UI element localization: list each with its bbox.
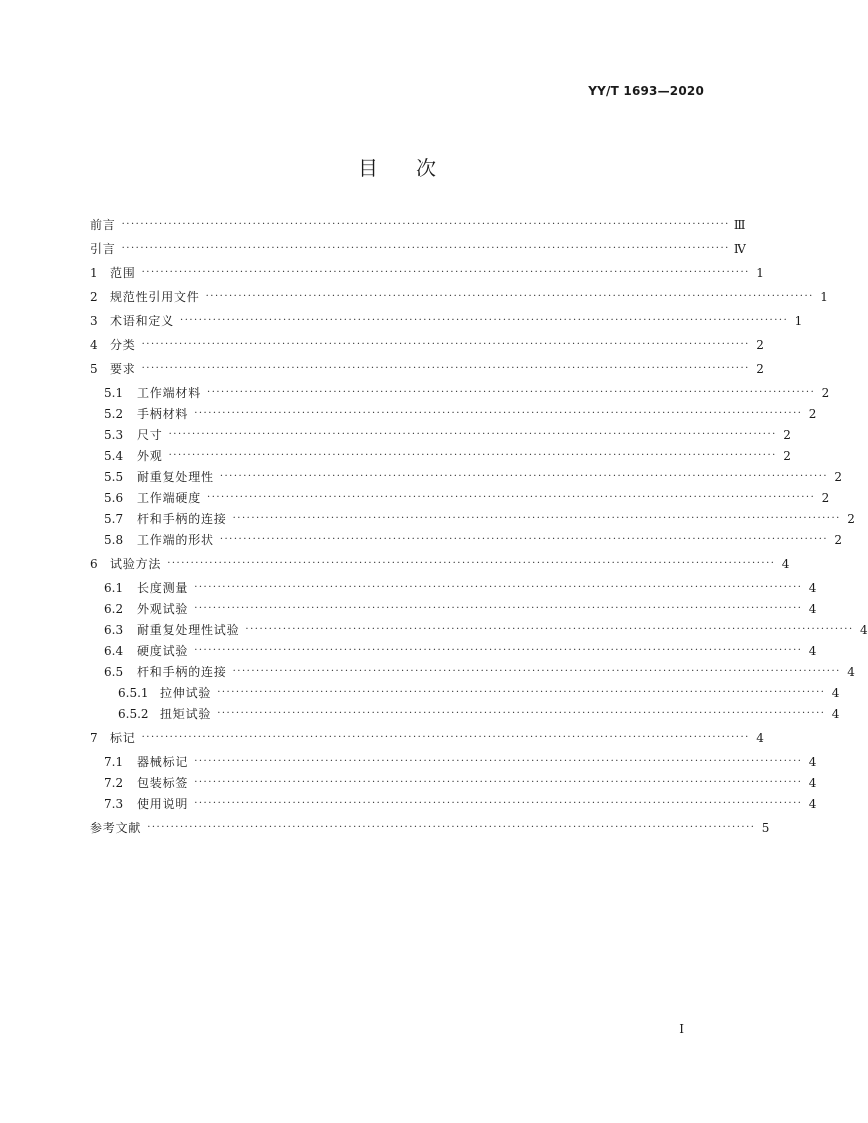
toc-entry-number: 1 [90, 266, 98, 280]
page-number: I [679, 1022, 684, 1036]
toc-entry-page: 1 [756, 266, 764, 280]
toc-entry[interactable] [90, 755, 817, 769]
toc-entry-label: 工作端的形状 [137, 533, 214, 547]
toc-dot-leader: ·································································································································· [147, 822, 756, 833]
toc-entry[interactable] [90, 386, 830, 400]
toc-entry-page: 4 [831, 707, 840, 721]
toc-entry-page: 4 [808, 581, 817, 595]
toc-entry-number: 6 [90, 557, 98, 571]
toc-entry-label: 外观 [137, 449, 163, 463]
toc-entry[interactable] [90, 602, 817, 616]
toc-entry-number: 5.5 [104, 470, 124, 484]
toc-entry[interactable] [90, 644, 817, 658]
toc-entry-label: 参考文献 [90, 821, 142, 835]
toc-entry-label: 工作端硬度 [137, 491, 202, 505]
toc-dot-leader: ·································································································································· [194, 603, 803, 614]
toc-entry-label: 拉伸试验 [160, 686, 212, 700]
toc-entry-page: Ⅳ [733, 242, 746, 256]
toc-entry-page: 2 [847, 512, 855, 526]
toc-dot-leader: ·································································································································· [141, 363, 750, 374]
toc-entry-page: 4 [808, 776, 817, 790]
toc-entry-page: Ⅲ [733, 218, 746, 232]
toc-entry-page: 2 [808, 407, 817, 421]
toc-entry-label: 试验方法 [110, 557, 162, 571]
toc-entry-number: 5.6 [104, 491, 124, 505]
toc-entry-number: 6.2 [104, 602, 124, 616]
toc-entry[interactable] [90, 407, 817, 421]
toc-entry-number: 2 [90, 290, 98, 304]
toc-entry[interactable] [90, 242, 746, 256]
toc-dot-leader: ·································································································································· [194, 408, 803, 419]
toc-entry-number: 7 [90, 731, 98, 745]
toc-entry-page: 4 [847, 665, 855, 679]
toc-entry-label: 杆和手柄的连接 [137, 512, 227, 526]
toc-entry[interactable] [90, 362, 764, 376]
toc-entry-label: 规范性引用文件 [110, 290, 200, 304]
toc-entry-page: 2 [756, 362, 764, 376]
toc-entry-number: 5.1 [104, 386, 124, 400]
toc-dot-leader: ·································································································································· [245, 624, 854, 635]
toc-entry-number: 7.2 [104, 776, 124, 790]
toc-entry-page: 4 [808, 755, 817, 769]
toc-entry-number: 5.8 [104, 533, 124, 547]
toc-entry-number: 6.1 [104, 581, 124, 595]
toc-entry[interactable] [90, 686, 840, 700]
toc-entry-number: 6.5 [104, 665, 124, 679]
toc-entry[interactable] [90, 776, 817, 790]
toc-entry-number: 5.2 [104, 407, 124, 421]
toc-dot-leader: ·································································································································· [168, 450, 777, 461]
toc-dot-leader: ·································································································································· [141, 339, 750, 350]
toc-dot-leader: ·································································································································· [217, 687, 826, 698]
toc-entry[interactable] [90, 290, 828, 304]
toc-entry-label: 杆和手柄的连接 [137, 665, 227, 679]
toc-dot-leader: ·································································································································· [219, 471, 829, 482]
toc-entry[interactable] [90, 821, 770, 835]
toc-entry-page: 2 [783, 449, 791, 463]
toc-dot-leader: ·································································································································· [167, 558, 776, 569]
toc-dot-leader: ·································································································································· [232, 513, 841, 524]
toc-entry-label: 使用说明 [137, 797, 189, 811]
toc-entry[interactable] [90, 533, 843, 547]
toc-entry-page: 1 [794, 314, 803, 328]
toc-dot-leader: ·································································································································· [194, 645, 803, 656]
toc-entry-page: 2 [783, 428, 791, 442]
toc-entry-number: 6.4 [104, 644, 124, 658]
toc-entry-number: 5.7 [104, 512, 124, 526]
toc-entry-label: 器械标记 [137, 755, 189, 769]
toc-dot-leader: ·································································································································· [141, 267, 750, 278]
toc-entry-page: 2 [756, 338, 764, 352]
toc-dot-leader: ·································································································································· [180, 315, 789, 326]
toc-entry[interactable] [90, 338, 764, 352]
toc-entry-number: 7.3 [104, 797, 124, 811]
toc-dot-leader: ·································································································································· [207, 387, 816, 398]
toc-entry-label: 标记 [110, 731, 136, 745]
table-of-contents [90, 218, 868, 835]
toc-entry-label: 手柄材料 [137, 407, 189, 421]
toc-dot-leader: ·································································································································· [232, 666, 841, 677]
toc-dot-leader: ·································································································································· [194, 777, 803, 788]
toc-entry-number: 6.5.1 [118, 686, 149, 700]
toc-entry-page: 4 [781, 557, 790, 571]
toc-entry-page: 4 [756, 731, 764, 745]
toc-entry-number: 5 [90, 362, 98, 376]
toc-entry-label: 范围 [110, 266, 136, 280]
toc-dot-leader: ·································································································································· [141, 732, 750, 743]
toc-entry-label: 长度测量 [137, 581, 189, 595]
toc-entry[interactable] [90, 623, 868, 637]
toc-entry-page: 4 [808, 797, 817, 811]
toc-entry-page: 2 [834, 470, 843, 484]
toc-dot-leader: ·································································································································· [194, 756, 803, 767]
toc-entry-page: 4 [831, 686, 840, 700]
standard-code: YY/T 1693—2020 [588, 84, 704, 98]
toc-entry[interactable] [90, 557, 790, 571]
toc-dot-leader: ·································································································································· [207, 492, 816, 503]
toc-entry-label: 分类 [110, 338, 136, 352]
toc-entry-label: 工作端材料 [137, 386, 202, 400]
toc-entry[interactable] [90, 731, 764, 745]
toc-entry-number: 6.5.2 [118, 707, 149, 721]
toc-entry-label: 尺寸 [137, 428, 163, 442]
toc-entry-page: 2 [834, 533, 843, 547]
toc-entry[interactable] [90, 314, 803, 328]
toc-entry[interactable] [90, 218, 746, 232]
toc-entry[interactable] [90, 449, 791, 463]
toc-entry-page: 4 [860, 623, 868, 637]
toc-entry-number: 3 [90, 314, 98, 328]
toc-dot-leader: ·································································································································· [194, 582, 803, 593]
toc-entry-page: 2 [821, 386, 830, 400]
toc-entry[interactable] [90, 665, 855, 679]
toc-entry-number: 7.1 [104, 755, 124, 769]
toc-entry[interactable] [90, 797, 817, 811]
toc-entry[interactable] [90, 491, 830, 505]
toc-entry[interactable] [90, 470, 843, 484]
toc-entry-page: 4 [808, 602, 817, 616]
toc-entry-label: 硬度试验 [137, 644, 189, 658]
toc-entry-number: 5.4 [104, 449, 124, 463]
toc-dot-leader: ·································································································································· [205, 291, 814, 302]
page-title: 目次 [358, 156, 474, 180]
toc-entry-number: 4 [90, 338, 98, 352]
toc-dot-leader: ·································································································································· [219, 534, 829, 545]
toc-entry[interactable] [90, 428, 791, 442]
toc-entry-number: 5.3 [104, 428, 124, 442]
toc-dot-leader: ·································································································································· [168, 429, 777, 440]
toc-entry-page: 5 [761, 821, 770, 835]
toc-dot-leader: ·································································································································· [194, 798, 803, 809]
toc-dot-leader: ·································································································································· [217, 708, 826, 719]
toc-entry-number: 6.3 [104, 623, 124, 637]
toc-entry-label: 外观试验 [137, 602, 189, 616]
toc-entry-label: 术语和定义 [110, 314, 175, 328]
toc-entry-label: 扭矩试验 [160, 707, 212, 721]
toc-entry-page: 4 [808, 644, 817, 658]
toc-entry-label: 耐重复处理性 [137, 470, 214, 484]
toc-entry-label: 包装标签 [137, 776, 189, 790]
toc-entry-label: 引言 [90, 242, 116, 256]
toc-dot-leader: ·································································································································· [121, 219, 730, 230]
toc-dot-leader: ·································································································································· [121, 243, 730, 254]
toc-entry[interactable] [90, 581, 817, 595]
toc-entry-label: 耐重复处理性试验 [137, 623, 240, 637]
toc-entry[interactable] [90, 512, 855, 526]
toc-entry-page: 1 [820, 290, 828, 304]
toc-entry-page: 2 [821, 491, 830, 505]
toc-entry[interactable] [90, 266, 764, 280]
toc-entry-label: 要求 [110, 362, 136, 376]
toc-entry[interactable] [90, 707, 840, 721]
toc-entry-label: 前言 [90, 218, 116, 232]
